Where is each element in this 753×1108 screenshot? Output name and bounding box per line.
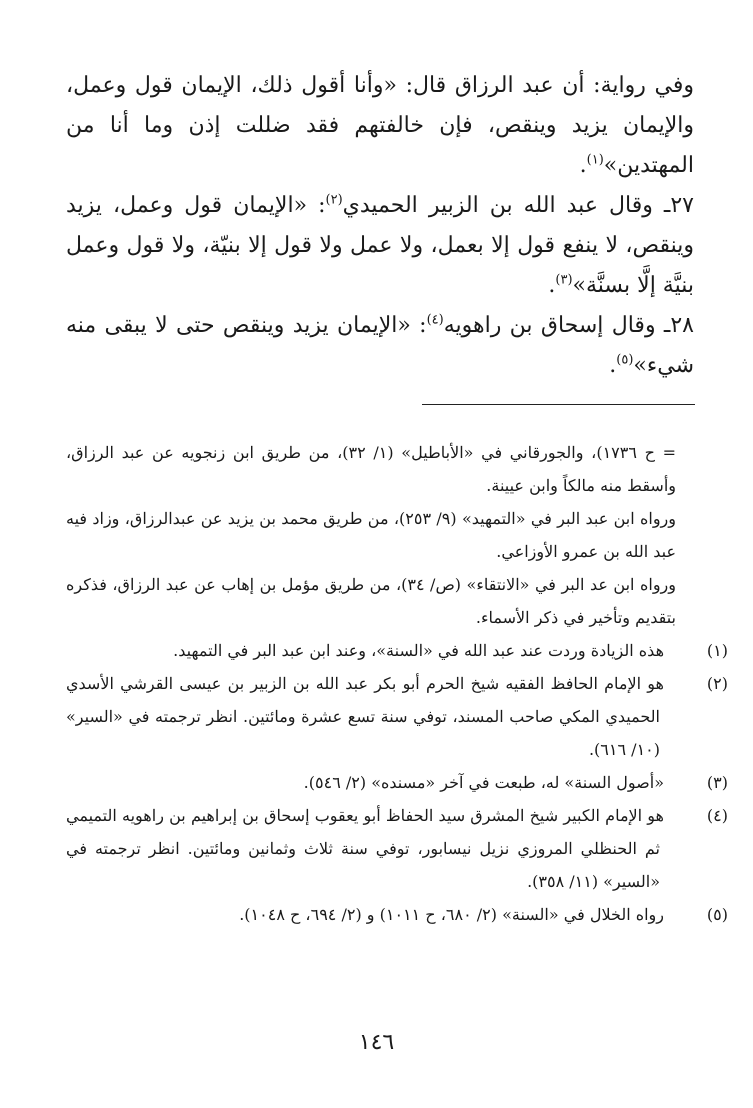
paragraph-text: وفي رواية: أن عبد الرزاق قال: «وأنا أقول ذلك، الإيمان قول وعمل، والإيمان يزيد وينقص، فإن خالفتهم فقد ضللت إذن وما أنا من المهتدين» <box>66 73 694 178</box>
footnote-text: هو الإمام الكبير شيخ المشرق سيد الحفاظ أبو يعقوب إسحاق بن إبراهيم بن راهويه التميمي ثم الحنظلي المروزي نزيل نيسابور، توفي سنة ثلاث وثمانين ومائتين. انظر ترجمته في «السير» (١١/ ٣٥٨). <box>66 806 664 891</box>
footnote-ref-4[interactable]: (٤) <box>426 312 444 328</box>
paragraph-end: . <box>579 153 587 178</box>
footnote-continuation: ورواه ابن عد البر في «الانتقاء» (ص/ ٣٤)، من طريق مؤمل بن إهاب عن عبد الرزاق، فذكره بتقديم وتأخير في ذكر الأسماء. <box>66 575 676 627</box>
footnote-number: (٣) <box>706 773 728 792</box>
footnote-4 <box>66 799 728 898</box>
footnote-1 <box>66 634 728 667</box>
footnote-ref-1[interactable]: (١) <box>586 152 604 168</box>
paragraph-27 <box>66 186 694 306</box>
paragraph-end: . <box>609 353 617 378</box>
footnote-5 <box>66 898 728 931</box>
paragraph-riwaya <box>66 66 694 186</box>
footnote-text: «أصول السنة» له، طبعت في آخر «مسنده» (٢/ ٥٤٦). <box>303 773 664 792</box>
footnote-number: (١) <box>706 641 728 660</box>
footnote-3 <box>66 766 728 799</box>
footnote-ref-2[interactable]: (٢) <box>325 192 343 208</box>
footnote-number: (٥) <box>706 905 728 924</box>
footnote-ref-5[interactable]: (٥) <box>616 352 634 368</box>
footnote-continuation: ورواه ابن عبد البر في «التمهيد» (٩/ ٢٥٣)، من طريق محمد بن يزيد عن عبدالرزاق، وزاد فيه عبد الله بن عمرو الأوزاعي. <box>66 509 677 561</box>
footnote-text: هذه الزيادة وردت عند عبد الله في «السنة»، وعند ابن عبد البر في التمهيد. <box>173 641 664 660</box>
footnote-ref-3[interactable]: (٣) <box>555 272 573 288</box>
footnote-divider <box>422 404 695 405</box>
footnote-number: (٤) <box>706 806 728 825</box>
paragraph-text: : «الإيمان يزيد وينقص حتى لا يبقى منه شيء» <box>66 313 694 378</box>
paragraph-text: ٢٨ـ وقال إسحاق بن راهويه <box>443 313 694 338</box>
footnotes <box>66 436 728 931</box>
footnote-text: رواه الخلال في «السنة» (٢/ ٦٨٠، ح ١٠١١) و (٢/ ٦٩٤، ح ١٠٤٨). <box>239 905 664 924</box>
footnote-number: (٢) <box>706 674 728 693</box>
footnote-2 <box>66 667 728 766</box>
paragraph-end: . <box>548 273 556 298</box>
paragraph-28 <box>66 306 694 386</box>
footnote-continuation: = ح ١٧٣٦)، والجورقاني في «الأباطيل» (١/ ٣٢)، من طريق ابن زنجويه عن عبد الرزاق، وأسقط منه مالكاً وابن عيينة. <box>66 443 677 495</box>
page-number: ١٤٦ <box>358 1030 395 1055</box>
paragraph-text: : «الإيمان قول وعمل، يزيد وينقص، لا ينفع قول إلا بعمل، ولا عمل ولا قول إلا بنيّة، ولا قول وعمل بنيَّة إلَّا بسنَّة» <box>66 193 694 298</box>
paragraph-text: ٢٧ـ وقال عبد الله بن الزبير الحميدي <box>342 193 694 218</box>
footnote-text: هو الإمام الحافظ الفقيه شيخ الحرم أبو بكر عبد الله بن الزبير بن عيسى القرشي الأسدي الحميدي المكي صاحب المسند، توفي سنة تسع عشرة ومائتين. انظر ترجمته في «السير» (١٠/ ٦١٦). <box>66 674 664 759</box>
main-text <box>66 66 694 386</box>
